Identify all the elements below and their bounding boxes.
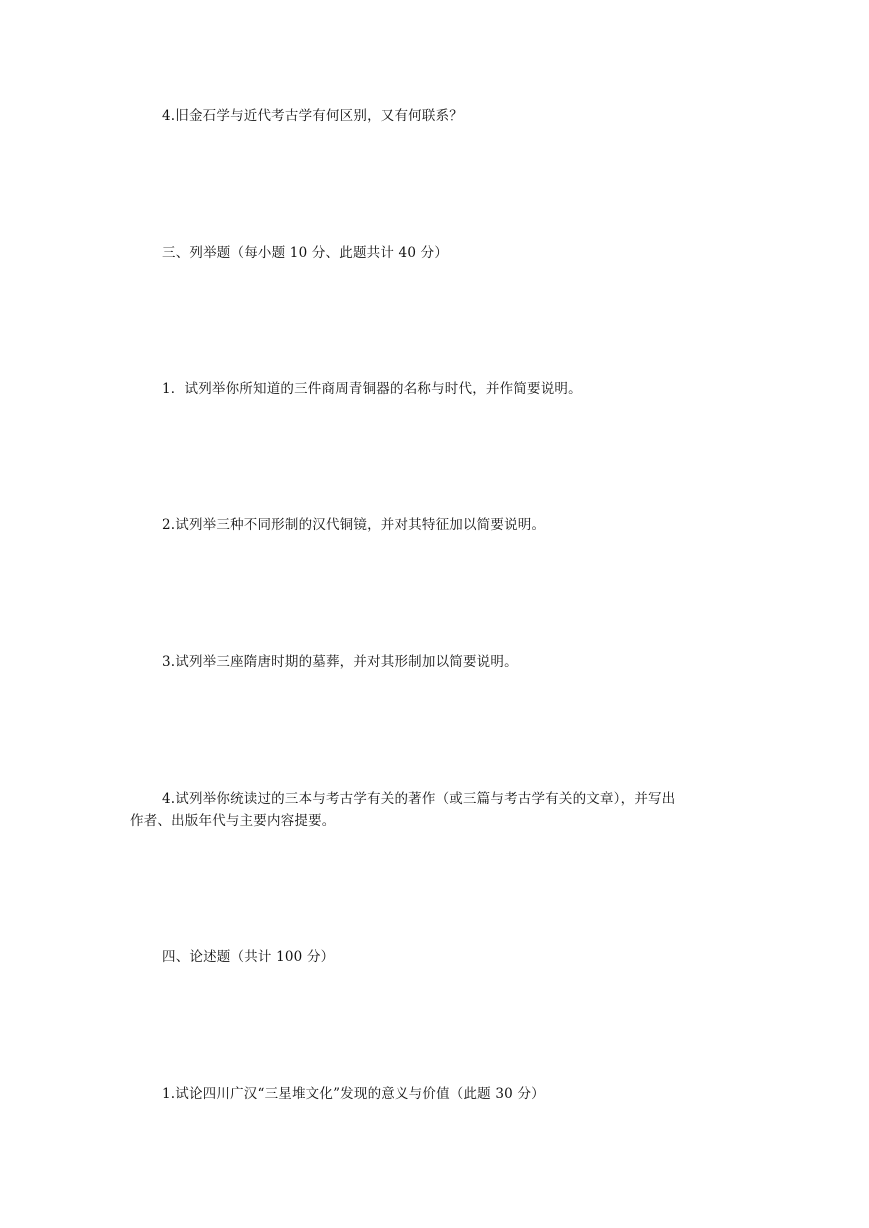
question-3-1: 1．试列举你所知道的三件商周青铜器的名称与时代，并作简要说明。 (162, 381, 582, 397)
question-2-4: 4.旧金石学与近代考古学有何区别，又有何联系？ (162, 108, 463, 124)
question-3-4-line-1: 4.试列举你统读过的三本与考古学有关的著作（或三篇与考古学有关的文章），并写出 (162, 791, 676, 807)
question-3-4-line-2: 作者、出版年代与主要内容提要。 (130, 813, 336, 829)
question-3-4 (130, 788, 675, 832)
question-3-3: 3.试列举三座隋唐时期的墓葬，并对其形制加以简要说明。 (162, 654, 518, 670)
section-3-heading: 三、列举题（每小题 10 分、此题共计 40 分） (162, 245, 449, 261)
question-3-2: 2.试列举三种不同形制的汉代铜镜，并对其特征加以简要说明。 (162, 517, 546, 533)
section-4-heading: 四、论述题（共计 100 分） (162, 949, 335, 965)
question-4-1: 1.试论四川广汉“三星堆文化”发现的意义与价值（此题 30 分） (162, 1086, 545, 1102)
